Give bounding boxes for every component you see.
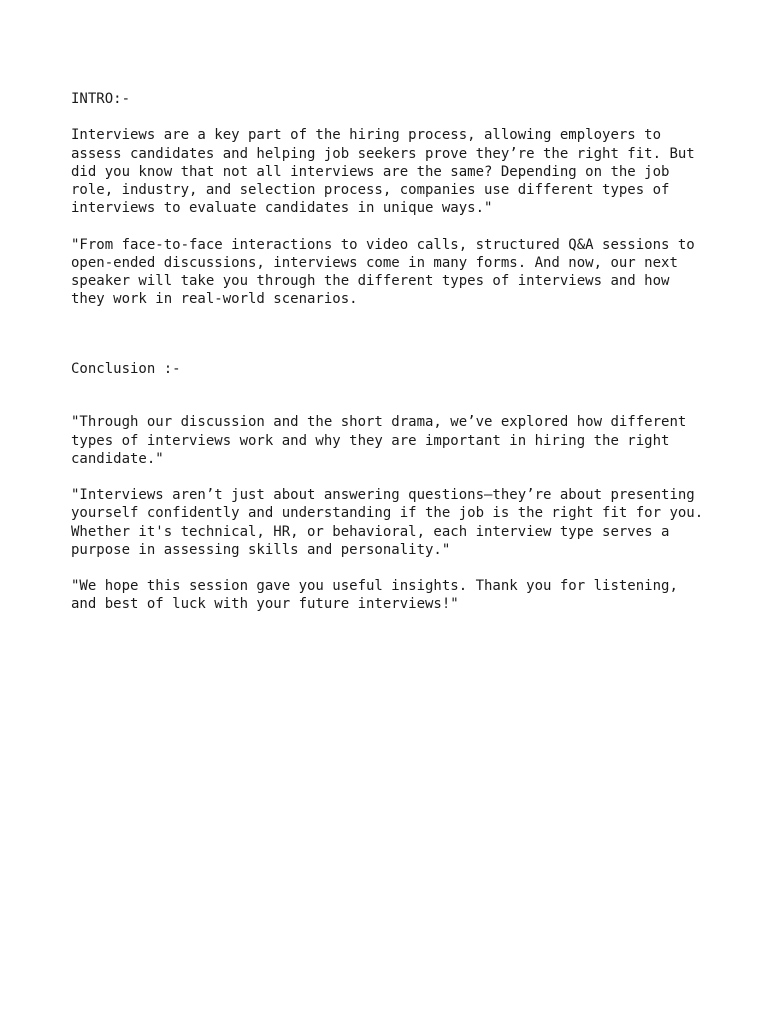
conclusion-heading: Conclusion :- [71,361,181,378]
blank-line [71,559,731,577]
blank-line [71,217,731,235]
paragraph-line: "Through our discussion and the short drama, we’ve explored how different [71,414,687,431]
conclusion-paragraph-2 [71,486,731,559]
conclusion-paragraph-1 [71,413,731,468]
paragraph-line: yourself confidently and understanding if the job is the right fit for you. [71,505,704,522]
paragraph-line: open-ended discussions, interviews come in many forms. And now, our next [71,254,678,271]
paragraph-line: candidate." [71,450,164,467]
paragraph-line: did you know that not all interviews are the same? Depending on the job [71,163,670,180]
blank-line [71,468,731,486]
intro-heading: INTRO:- [71,91,131,107]
paragraph-line: speaker will take you through the different types of interviews and how [71,272,670,289]
paragraph-line: Interviews are a key part of the hiring process, allowing employers to [71,127,662,144]
paragraph-line: Whether it's technical, HR, or behavioral, each interview type serves a [71,523,670,540]
intro-paragraph-2 [71,236,731,309]
paragraph-line: "From face-to-face interactions to video calls, structured Q&A sessions to [71,236,695,253]
paragraph-line: types of interviews work and why they are important in hiring the right [71,432,670,449]
paragraph-line: interviews to evaluate candidates in unique ways." [71,200,493,217]
paragraph-line: role, industry, and selection process, companies use different types of [71,181,670,198]
conclusion-paragraph-3 [71,577,731,613]
paragraph-line: purpose in assessing skills and personality." [71,541,451,558]
paragraph-line: "Interviews aren’t just about answering questions—they’re about presenting [71,487,695,504]
paragraph-line: "We hope this session gave you useful insights. Thank you for listening, [71,578,678,595]
paragraph-line: they work in real-world scenarios. [71,291,358,308]
document-text [71,90,731,614]
paragraph-line: and best of luck with your future interviews!" [71,596,459,613]
intro-paragraph-1 [71,126,731,217]
blank-line [71,108,731,126]
section-gap [71,308,731,360]
blank-gap [71,378,731,413]
paragraph-line: assess candidates and helping job seekers prove they’re the right fit. But [71,145,695,162]
